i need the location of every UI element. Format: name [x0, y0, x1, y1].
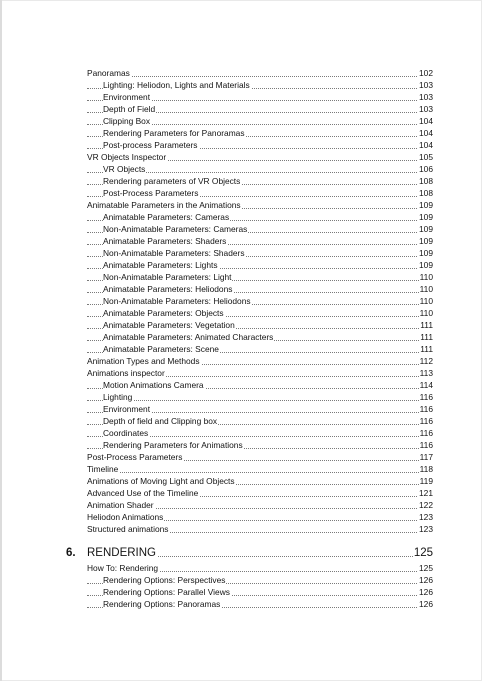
toc-entry-label: Lighting [103, 392, 133, 402]
toc-entry-label: Post-process Parameters [103, 140, 198, 150]
toc-entry-label: Lighting: Heliodon, Lights and Materials [103, 80, 250, 90]
toc-entry [87, 247, 433, 259]
toc-entry-page: 110 [419, 284, 433, 294]
toc-entry [87, 463, 433, 475]
section-title: RENDERING [87, 547, 157, 559]
toc-entry-page: 122 [419, 500, 433, 510]
toc-entry-page: 109 [419, 200, 433, 210]
toc-entry [87, 439, 433, 451]
toc-entry-label: Animatable Parameters: Lights [103, 260, 218, 270]
toc-entry-label: How To: Rendering [87, 563, 159, 573]
toc-entry-page: 113 [419, 368, 433, 378]
toc-entry-page: 117 [419, 452, 433, 462]
toc-entry-label: Rendering Options: Panoramas [103, 599, 221, 609]
toc-entry-label: Clipping Box [103, 116, 151, 126]
toc-entry-label: VR Objects [103, 164, 146, 174]
toc-entry [87, 235, 433, 247]
toc-entry-page: 116 [419, 404, 433, 414]
toc-entry [87, 175, 433, 187]
section-heading [66, 546, 433, 560]
toc-entry [87, 415, 433, 427]
toc-entry [87, 451, 433, 463]
toc-entry-label: Animatable Parameters: Cameras [103, 212, 230, 222]
toc-entry [87, 319, 433, 331]
toc-entry [87, 562, 433, 574]
toc-entry [87, 127, 433, 139]
toc-entry-page: 123 [419, 524, 433, 534]
toc-entry-page: 126 [419, 575, 433, 585]
toc-entry [87, 79, 433, 91]
toc-entry-page: 106 [419, 164, 433, 174]
toc-entry [87, 403, 433, 415]
toc-entry [87, 586, 433, 598]
toc-entry-label: Animation Shader [87, 500, 154, 510]
toc-entry [87, 499, 433, 511]
toc-entry-page: 119 [419, 476, 433, 486]
toc-entry-page: 116 [419, 428, 433, 438]
toc-entry-label: VR Objects Inspector [87, 152, 167, 162]
page-edge [0, 0, 2, 681]
toc-entry-page: 105 [419, 152, 433, 162]
toc-entry-label: Depth of field and Clipping box [103, 416, 218, 426]
toc-entry [87, 259, 433, 271]
toc-entry-page: 108 [419, 188, 433, 198]
toc-entry-label: Rendering Options: Perspectives [103, 575, 226, 585]
toc-entry-label: Motion Animations Camera [103, 380, 204, 390]
toc-entry [87, 67, 433, 79]
toc-entry-page: 104 [419, 140, 433, 150]
toc-entry-page: 126 [419, 587, 433, 597]
toc-entry-page: 103 [419, 92, 433, 102]
toc-entry-label: Depth of Field [103, 104, 156, 114]
toc-entry [87, 283, 433, 295]
toc-entry-page: 109 [419, 224, 433, 234]
toc-entry-label: Environment [103, 404, 151, 414]
toc-entry [87, 223, 433, 235]
toc-entry [87, 163, 433, 175]
toc-entry-label: Animatable Parameters: Heliodons [103, 284, 233, 294]
toc-entry-page: 116 [419, 440, 433, 450]
toc-entry [87, 574, 433, 586]
toc-entry-label: Animations inspector [87, 368, 165, 378]
toc-entry [87, 307, 433, 319]
toc-entry-page: 103 [419, 104, 433, 114]
toc-entry-page: 126 [419, 599, 433, 609]
toc-entry-label: Advanced Use of the Timeline [87, 488, 199, 498]
toc-entry-page: 109 [419, 260, 433, 270]
toc-entry-label: Rendering Parameters for Panoramas [103, 128, 245, 138]
toc-entry-page: 114 [419, 380, 433, 390]
toc-entry [87, 598, 433, 610]
toc-entry [87, 487, 433, 499]
toc-entry [87, 271, 433, 283]
toc-entry [87, 91, 433, 103]
toc-entry-label: Rendering Options: Parallel Views [103, 587, 230, 597]
toc-entry-label: Heliodon Animations [87, 512, 164, 522]
toc-entry [87, 367, 433, 379]
toc-entry [87, 343, 433, 355]
toc-entry [87, 391, 433, 403]
toc-entry-label: Non-Animatable Parameters: Cameras [103, 224, 248, 234]
toc-entry [87, 523, 433, 535]
toc-entry-label: Animations of Moving Light and Objects [87, 476, 235, 486]
toc-entry-page: 121 [419, 488, 433, 498]
section-number: 6. [66, 547, 76, 559]
toc-entry-page: 116 [419, 392, 433, 402]
toc-entry [87, 199, 433, 211]
toc-entry [87, 187, 433, 199]
toc-entry-label: Animatable Parameters: Vegetation [103, 320, 235, 330]
toc-entry-page: 112 [419, 356, 433, 366]
toc-entry-page: 125 [419, 563, 433, 573]
toc-entry-page: 108 [419, 176, 433, 186]
toc-entry-label: Post-Process Parameters [103, 188, 199, 198]
toc-entry-page: 111 [420, 344, 433, 354]
toc-entry-page: 110 [419, 308, 433, 318]
section-page: 125 [413, 547, 433, 559]
toc-entry-label: Non-Animatable Parameters: Heliodons [103, 296, 251, 306]
toc-entry-page: 111 [420, 320, 433, 330]
toc-entry-label: Structured animations [87, 524, 169, 534]
toc-entry [87, 511, 433, 523]
toc-entry [87, 379, 433, 391]
toc-entry-page: 103 [419, 80, 433, 90]
toc-entry [87, 115, 433, 127]
toc-entry-page: 104 [419, 116, 433, 126]
toc-entry [87, 139, 433, 151]
toc-entry-label: Animatable Parameters: Shaders [103, 236, 227, 246]
toc-entry [87, 295, 433, 307]
toc-entry [87, 355, 433, 367]
toc-entry-page: 102 [419, 68, 433, 78]
toc-entry [87, 103, 433, 115]
toc-entry [87, 331, 433, 343]
toc-entry-page: 111 [420, 332, 433, 342]
toc-entry-page: 110 [419, 272, 433, 282]
toc-entry-label: Animation Types and Methods [87, 356, 200, 366]
toc-entry-page: 104 [419, 128, 433, 138]
toc-entry-label: Timeline [87, 464, 119, 474]
toc-entry-page: 109 [419, 236, 433, 246]
toc-entry [87, 211, 433, 223]
toc-entry-label: Rendering parameters of VR Objects [103, 176, 241, 186]
toc-entry-label: Animatable Parameters in the Animations [87, 200, 241, 210]
toc-entry-label: Coordinates [103, 428, 149, 438]
toc-entry-page: 109 [419, 248, 433, 258]
toc-entry [87, 475, 433, 487]
toc-entry [87, 151, 433, 163]
toc-entry-page: 123 [419, 512, 433, 522]
toc-entry-label: Animatable Parameters: Objects [103, 308, 224, 318]
toc-entry [87, 427, 433, 439]
toc-entry-label: Rendering Parameters for Animations [103, 440, 243, 450]
toc-entry-label: Animatable Parameters: Scene [103, 344, 219, 354]
toc-entry-page: 116 [419, 416, 433, 426]
toc-entry-label: Non-Animatable Parameters: Light [103, 272, 232, 282]
toc-entry-label: Animatable Parameters: Animated Characters [103, 332, 274, 342]
toc-entry-label: Environment [103, 92, 151, 102]
toc-entry-label: Post-Process Parameters [87, 452, 183, 462]
toc-entry-page: 110 [419, 296, 433, 306]
toc-entry-page: 118 [419, 464, 433, 474]
toc-entry-page: 109 [419, 212, 433, 222]
toc-entry-label: Non-Animatable Parameters: Shaders [103, 248, 245, 258]
toc-entry-label: Panoramas [87, 68, 130, 78]
